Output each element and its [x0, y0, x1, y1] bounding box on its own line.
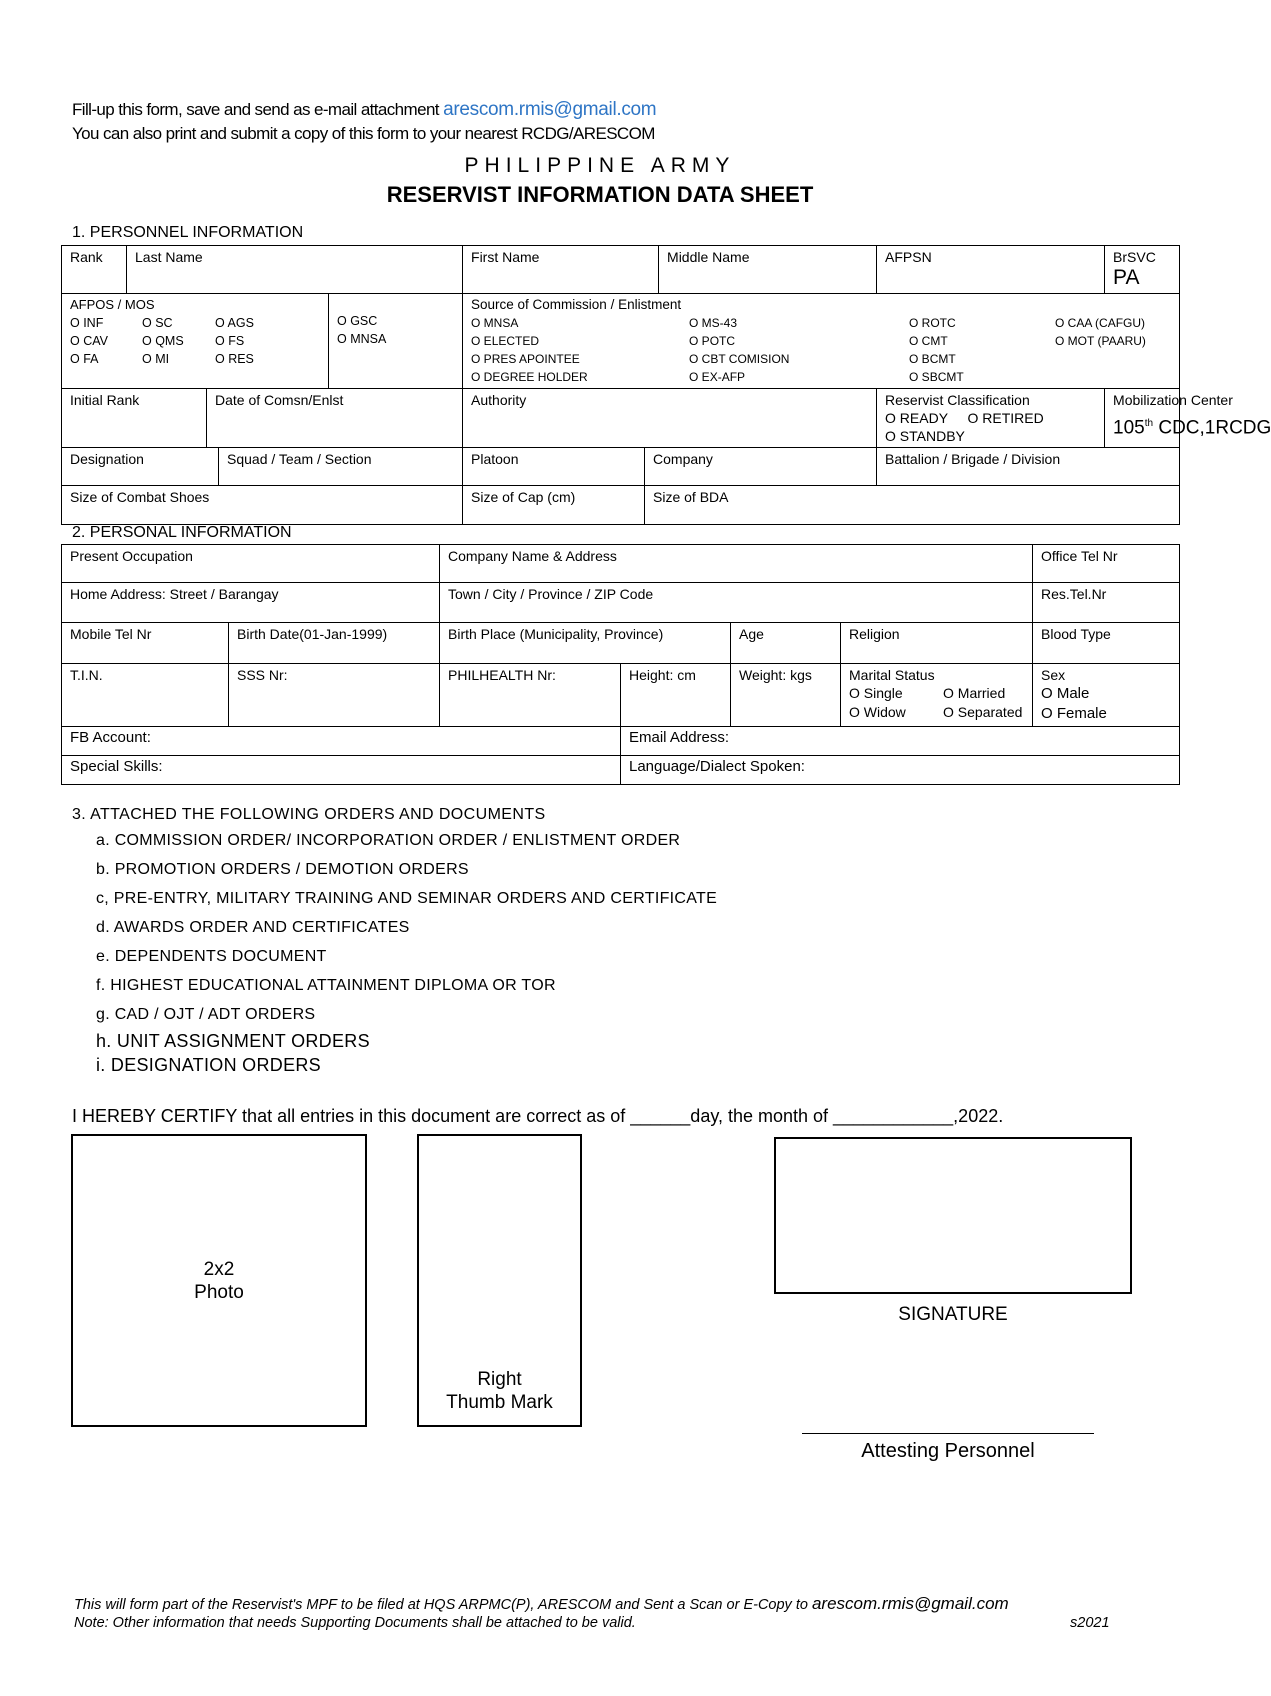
afpos-option[interactable]: O FA [70, 352, 99, 366]
office-tel-field[interactable]: Office Tel Nr [1033, 545, 1180, 583]
birth-place-field[interactable]: Birth Place (Municipality, Province) [440, 623, 731, 664]
occupation-field[interactable]: Present Occupation [62, 545, 440, 583]
combat-shoes-field[interactable]: Size of Combat Shoes [62, 486, 463, 525]
certification-statement: I HEREBY CERTIFY that all entries in this document are correct as of ______day, the month of ____________,2022. [72, 1106, 1004, 1126]
mobile-field[interactable]: Mobile Tel Nr [62, 623, 229, 664]
source-option [1055, 368, 1215, 386]
mobilization-center-field[interactable]: Mobilization Center 105th CDC,1RCDG [1105, 389, 1180, 448]
cap-size-field[interactable]: Size of Cap (cm) [463, 486, 645, 525]
first-name-field[interactable]: First Name [463, 246, 659, 294]
attachment-item: b. PROMOTION ORDERS / DEMOTION ORDERS [96, 861, 469, 878]
reservist-classification-field: Reservist Classification O READY O RETIRED O STANDBY [877, 389, 1105, 448]
attachment-item: a. COMMISSION ORDER/ INCORPORATION ORDER / ENLISTMENT ORDER [96, 832, 681, 849]
source-option[interactable]: O MNSA [471, 316, 519, 330]
platoon-field[interactable]: Platoon [463, 448, 645, 486]
brsvc-value: PA [1113, 266, 1140, 289]
attachment-item: f. HIGHEST EDUCATIONAL ATTAINMENT DIPLOMA OR TOR [96, 977, 556, 994]
source-option[interactable]: O DEGREE HOLDER [471, 370, 588, 384]
sex-male-option[interactable]: O Male [1041, 685, 1090, 702]
blood-type-field[interactable]: Blood Type [1033, 623, 1180, 664]
photo-label-size: 2x2 [203, 1259, 235, 1280]
photo-box[interactable] [71, 1134, 367, 1427]
attachment-item: g. CAD / OJT / ADT ORDERS [96, 1006, 316, 1023]
page-title: RESERVIST INFORMATION DATA SHEET [386, 182, 814, 207]
attachment-item: i. DESIGNATION ORDERS [96, 1055, 321, 1075]
source-option[interactable]: O CBT COMISION [689, 352, 790, 366]
town-field[interactable]: Town / City / Province / ZIP Code [440, 583, 1033, 623]
fb-account-field[interactable]: FB Account: [62, 727, 621, 756]
marital-option[interactable]: O Separated [943, 704, 1023, 720]
personal-info-table [61, 544, 1180, 785]
footer-note-1: This will form part of the Reservist's MPF to be filed at HQS ARPMC(P), ARESCOM and Sent a Scan or E-Copy to arescom.rmis@gmail.com [74, 1594, 1009, 1613]
middle-name-field[interactable]: Middle Name [659, 246, 877, 294]
photo-label: Photo [194, 1282, 244, 1303]
class-ready-option[interactable]: O READY [885, 410, 949, 426]
source-option[interactable]: O MS-43 [689, 316, 738, 330]
marital-option[interactable]: O Married [943, 685, 1006, 701]
age-field[interactable]: Age [731, 623, 841, 664]
tin-field[interactable]: T.I.N. [62, 664, 229, 727]
sex-female-option[interactable]: O Female [1041, 705, 1107, 722]
form-version: s2021 [1070, 1615, 1110, 1631]
height-field[interactable]: Height: cm [621, 664, 731, 727]
afpos-option[interactable]: O MI [142, 352, 170, 366]
footer-email[interactable]: arescom.rmis@gmail.com [811, 1594, 1009, 1613]
source-option[interactable]: O POTC [689, 334, 736, 348]
instruction-line-2: You can also print and submit a copy of this form to your nearest RCDG/ARESCOM [72, 124, 655, 143]
source-option[interactable]: O CMT [909, 334, 948, 348]
attesting-personnel-label: Attesting Personnel [861, 1440, 1035, 1462]
source-option[interactable]: O SBCMT [909, 370, 964, 384]
source-of-commission-field: Source of Commission / Enlistment O MNSA O MS-43 O ROTC O CAA (CAFGU) O ELECTED O POTC O CMT O MOT (PAARU) O PRES APOINTEE O CBT COMISION O BCMT O DEGREE HOLDER O EX-AFP O SBCMT [463, 294, 1180, 389]
section-heading-personnel: 1. PERSONNEL INFORMATION [72, 224, 304, 241]
source-option[interactable]: O EX-AFP [689, 370, 746, 384]
class-retired-option[interactable]: O RETIRED [967, 410, 1044, 426]
thumb-label-right: Right [477, 1369, 522, 1390]
section-heading-personal: 2. PERSONAL INFORMATION [72, 524, 292, 541]
section-heading-attachments: 3. ATTACHED THE FOLLOWING ORDERS AND DOCUMENTS [72, 806, 546, 823]
squad-field[interactable]: Squad / Team / Section [219, 448, 463, 486]
attachment-item: e. DEPENDENTS DOCUMENT [96, 948, 327, 965]
afpos-options-2 [329, 294, 463, 389]
source-option[interactable]: O CAA (CAFGU) [1055, 316, 1146, 330]
special-skills-field[interactable]: Special Skills: [62, 756, 621, 785]
afpsn-field[interactable]: AFPSN [877, 246, 1105, 294]
source-option[interactable]: O ROTC [909, 316, 956, 330]
res-tel-field[interactable]: Res.Tel.Nr [1033, 583, 1180, 623]
rank-field[interactable]: Rank [62, 246, 127, 294]
mobilization-center-value: 105th CDC,1RCDG [1113, 417, 1271, 439]
weight-field[interactable]: Weight: kgs [731, 664, 841, 727]
sex-field: Sex O Male O Female [1033, 664, 1180, 727]
afpos-option[interactable]: O RES [215, 352, 254, 366]
source-option[interactable]: O PRES APOINTEE [471, 352, 580, 366]
birth-date-field[interactable]: Birth Date(01-Jan-1999) [229, 623, 440, 664]
attachment-item: d. AWARDS ORDER AND CERTIFICATES [96, 919, 410, 936]
afpos-option[interactable]: O CAV [70, 334, 108, 348]
instruction-line-1: Fill-up this form, save and send as e-mail attachment arescom.rmis@gmail.com [72, 99, 657, 120]
source-option[interactable]: O ELECTED [471, 334, 540, 348]
language-field[interactable]: Language/Dialect Spoken: [621, 756, 1180, 785]
thumb-label: Thumb Mark [446, 1392, 553, 1413]
date-of-comsn-field[interactable]: Date of Comsn/Enlst [207, 389, 463, 448]
personnel-info-table [61, 245, 1271, 525]
marital-option[interactable]: O Single [849, 685, 903, 701]
thumb-mark-box[interactable] [417, 1134, 582, 1427]
source-option[interactable]: O MOT (PAARU) [1055, 334, 1146, 348]
afpos-option[interactable]: O GSC [337, 314, 378, 328]
email-link[interactable]: arescom.rmis@gmail.com [443, 99, 657, 120]
battalion-field[interactable]: Battalion / Brigade / Division [877, 448, 1180, 486]
afpos-option[interactable]: O AGS [215, 316, 254, 330]
authority-field[interactable]: Authority [463, 389, 877, 448]
bda-size-field[interactable]: Size of BDA [645, 486, 1180, 525]
email-address-field[interactable]: Email Address: [621, 727, 1180, 756]
last-name-field[interactable]: Last Name [127, 246, 463, 294]
class-standby-option[interactable]: O STANDBY [885, 428, 965, 444]
organization-name: PHILIPPINE ARMY [464, 154, 736, 177]
afpos-option[interactable]: O MNSA [337, 332, 387, 346]
marital-option[interactable]: O Widow [849, 704, 906, 720]
afpos-option[interactable]: O QMS [142, 334, 184, 348]
company-field[interactable]: Company [645, 448, 877, 486]
initial-rank-field[interactable]: Initial Rank [62, 389, 207, 448]
sss-field[interactable]: SSS Nr: [229, 664, 440, 727]
attesting-signature-line[interactable] [802, 1433, 1094, 1434]
attachment-item: h. UNIT ASSIGNMENT ORDERS [96, 1031, 370, 1051]
signature-box[interactable] [774, 1137, 1132, 1294]
religion-field[interactable]: Religion [841, 623, 1033, 664]
brsvc-field[interactable]: BrSVC PA [1105, 246, 1180, 294]
designation-field[interactable]: Designation [62, 448, 219, 486]
afpos-option[interactable]: O FS [215, 334, 245, 348]
source-option [1055, 350, 1215, 368]
company-address-field[interactable]: Company Name & Address [440, 545, 1033, 583]
signature-label: SIGNATURE [898, 1304, 1008, 1325]
afpos-mos-field: AFPOS / MOS O INF O SC O AGS O CAV O QMS O FS O FA O MI O RES [62, 294, 329, 389]
marital-status-field: Marital Status O Single O Married O Widow O Separated [841, 664, 1033, 727]
home-address-field[interactable]: Home Address: Street / Barangay [62, 583, 440, 623]
footer-note-2: Note: Other information that needs Supporting Documents shall be attached to be valid. [74, 1615, 636, 1631]
source-option[interactable]: O BCMT [909, 352, 956, 366]
afpos-option[interactable]: O INF [70, 316, 104, 330]
philhealth-field[interactable]: PHILHEALTH Nr: [440, 664, 621, 727]
afpos-option[interactable]: O SC [142, 316, 173, 330]
attachment-item: c, PRE-ENTRY, MILITARY TRAINING AND SEMINAR ORDERS AND CERTIFICATE [96, 890, 718, 907]
